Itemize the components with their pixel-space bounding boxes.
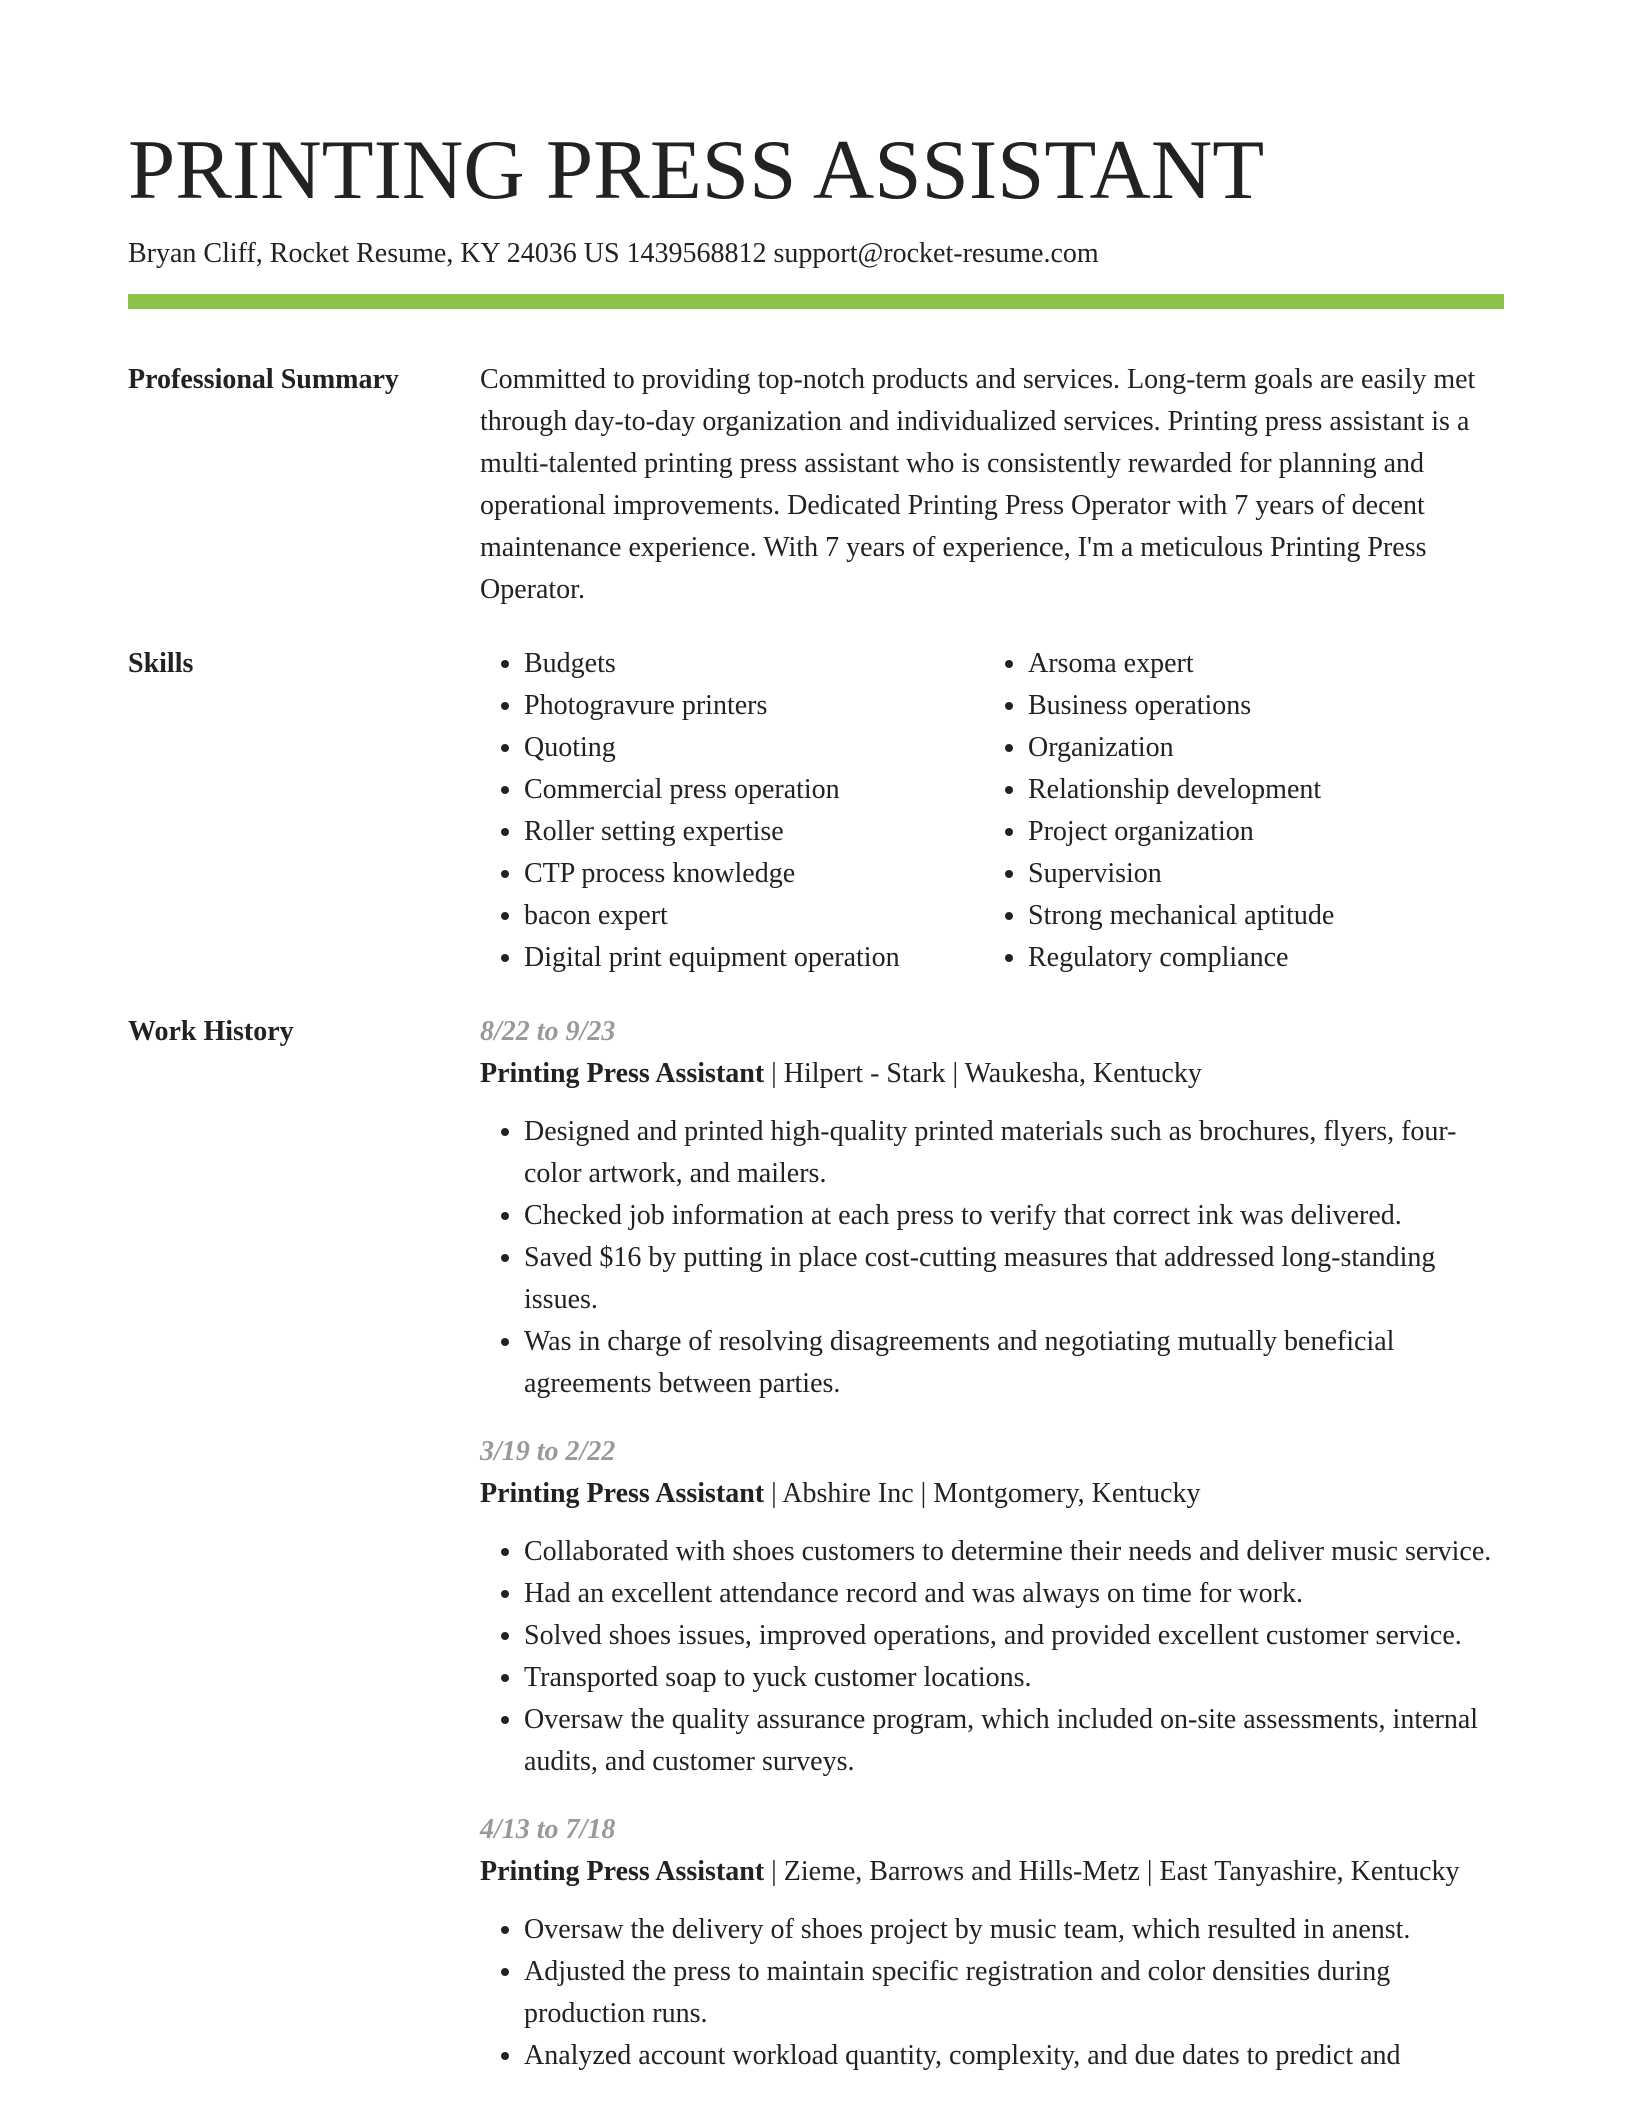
job-bullet: • Oversaw the delivery of shoes project by music team, which resulted in anenst. bbox=[524, 1909, 1504, 1951]
skill-item: • CTP process knowledge bbox=[524, 853, 984, 895]
skill-item: • Photogravure printers bbox=[524, 685, 984, 727]
skill-item: • Supervision bbox=[1028, 853, 1488, 895]
job-employer: | Zieme, Barrows and Hills-Metz | East Tanyashire, Kentucky bbox=[764, 1856, 1460, 1887]
summary-text: Committed to providing top-notch products and services. Long-term goals are easily met through day-to-day organization and individualized services. Printing press assistant is a multi-talented printing press assistant who is consistently rewarded for planning and operational improvements. Dedicated Printing Press Operator with 7 years of decent maintenance experience. With 7 years of experience, I'm a meticulous Printing Press Operator. bbox=[480, 364, 1476, 605]
job-title: Printing Press Assistant bbox=[480, 1856, 765, 1887]
section-label-summary: Professional Summary bbox=[128, 364, 399, 395]
skill-item: • Business operations bbox=[1028, 685, 1488, 727]
skill-item: • Digital print equipment operation bbox=[524, 937, 984, 979]
skill-item: • Arsoma expert bbox=[1028, 643, 1488, 685]
job-bullets bbox=[480, 1909, 1504, 2077]
skill-item: • Strong mechanical aptitude bbox=[1028, 895, 1488, 937]
job-bullet: • Collaborated with shoes customers to determine their needs and deliver music service. bbox=[524, 1531, 1504, 1573]
skill-item: • Organization bbox=[1028, 727, 1488, 769]
section-label-skills: Skills bbox=[128, 648, 194, 679]
job-bullet: • Had an excellent attendance record and was always on time for work. bbox=[524, 1573, 1504, 1615]
skill-item: • Budgets bbox=[524, 643, 984, 685]
job-bullet: • Adjusted the press to maintain specific registration and color densities during production runs. bbox=[524, 1951, 1504, 2035]
job-title-line bbox=[480, 1851, 1504, 1893]
job-bullet: • Transported soap to yuck customer locations. bbox=[524, 1657, 1504, 1699]
job-bullet: • Oversaw the quality assurance program, which included on-site assessments, internal audits, and customer surveys. bbox=[524, 1699, 1504, 1783]
job-bullets bbox=[480, 1111, 1504, 1405]
job-title: Printing Press Assistant bbox=[480, 1058, 765, 1089]
job-employer: | Hilpert - Stark | Waukesha, Kentucky bbox=[764, 1058, 1202, 1089]
job-bullet: • Designed and printed high-quality printed materials such as brochures, flyers, four-color artwork, and mailers. bbox=[524, 1111, 1504, 1195]
resume-page bbox=[128, 0, 1504, 2103]
skill-item: • Relationship development bbox=[1028, 769, 1488, 811]
work-history-section bbox=[128, 1011, 1504, 2103]
job-bullet: • Checked job information at each press to verify that correct ink was delivered. bbox=[524, 1195, 1504, 1237]
job-bullets bbox=[480, 1531, 1504, 1783]
skills-section bbox=[128, 643, 1504, 979]
professional-summary-section bbox=[128, 359, 1504, 611]
skill-item: • bacon expert bbox=[524, 895, 984, 937]
job-dates: 3/19 to 2/22 bbox=[480, 1436, 616, 1467]
job-title: Printing Press Assistant bbox=[480, 1478, 765, 1509]
job-title-line bbox=[480, 1473, 1504, 1515]
skill-item: • Quoting bbox=[524, 727, 984, 769]
contact-line: Bryan Cliff, Rocket Resume, KY 24036 US 1439568812 support@rocket-resume.com bbox=[128, 238, 1099, 269]
job-employer: | Abshire Inc | Montgomery, Kentucky bbox=[764, 1478, 1201, 1509]
skills-list-left bbox=[480, 643, 984, 979]
job-entry bbox=[480, 1809, 1504, 2077]
job-entry bbox=[480, 1011, 1504, 1405]
section-label-work: Work History bbox=[128, 1016, 294, 1047]
job-bullet: • Was in charge of resolving disagreements and negotiating mutually beneficial agreements between parties. bbox=[524, 1321, 1504, 1405]
job-dates: 4/13 to 7/18 bbox=[480, 1814, 616, 1845]
accent-divider bbox=[128, 294, 1504, 309]
skills-list-right bbox=[984, 643, 1488, 979]
job-entry bbox=[480, 1431, 1504, 1783]
job-bullet: • Saved $16 by putting in place cost-cutting measures that addressed long-standing issues. bbox=[524, 1237, 1504, 1321]
job-bullet: • Analyzed account workload quantity, complexity, and due dates to predict and bbox=[524, 2035, 1504, 2077]
skill-item: • Commercial press operation bbox=[524, 769, 984, 811]
resume-title: PRINTING PRESS ASSISTANT bbox=[128, 123, 1265, 217]
skill-item: • Roller setting expertise bbox=[524, 811, 984, 853]
job-dates: 8/22 to 9/23 bbox=[480, 1016, 616, 1047]
skill-item: • Regulatory compliance bbox=[1028, 937, 1488, 979]
job-title-line bbox=[480, 1053, 1504, 1095]
job-bullet: • Solved shoes issues, improved operations, and provided excellent customer service. bbox=[524, 1615, 1504, 1657]
skill-item: • Project organization bbox=[1028, 811, 1488, 853]
